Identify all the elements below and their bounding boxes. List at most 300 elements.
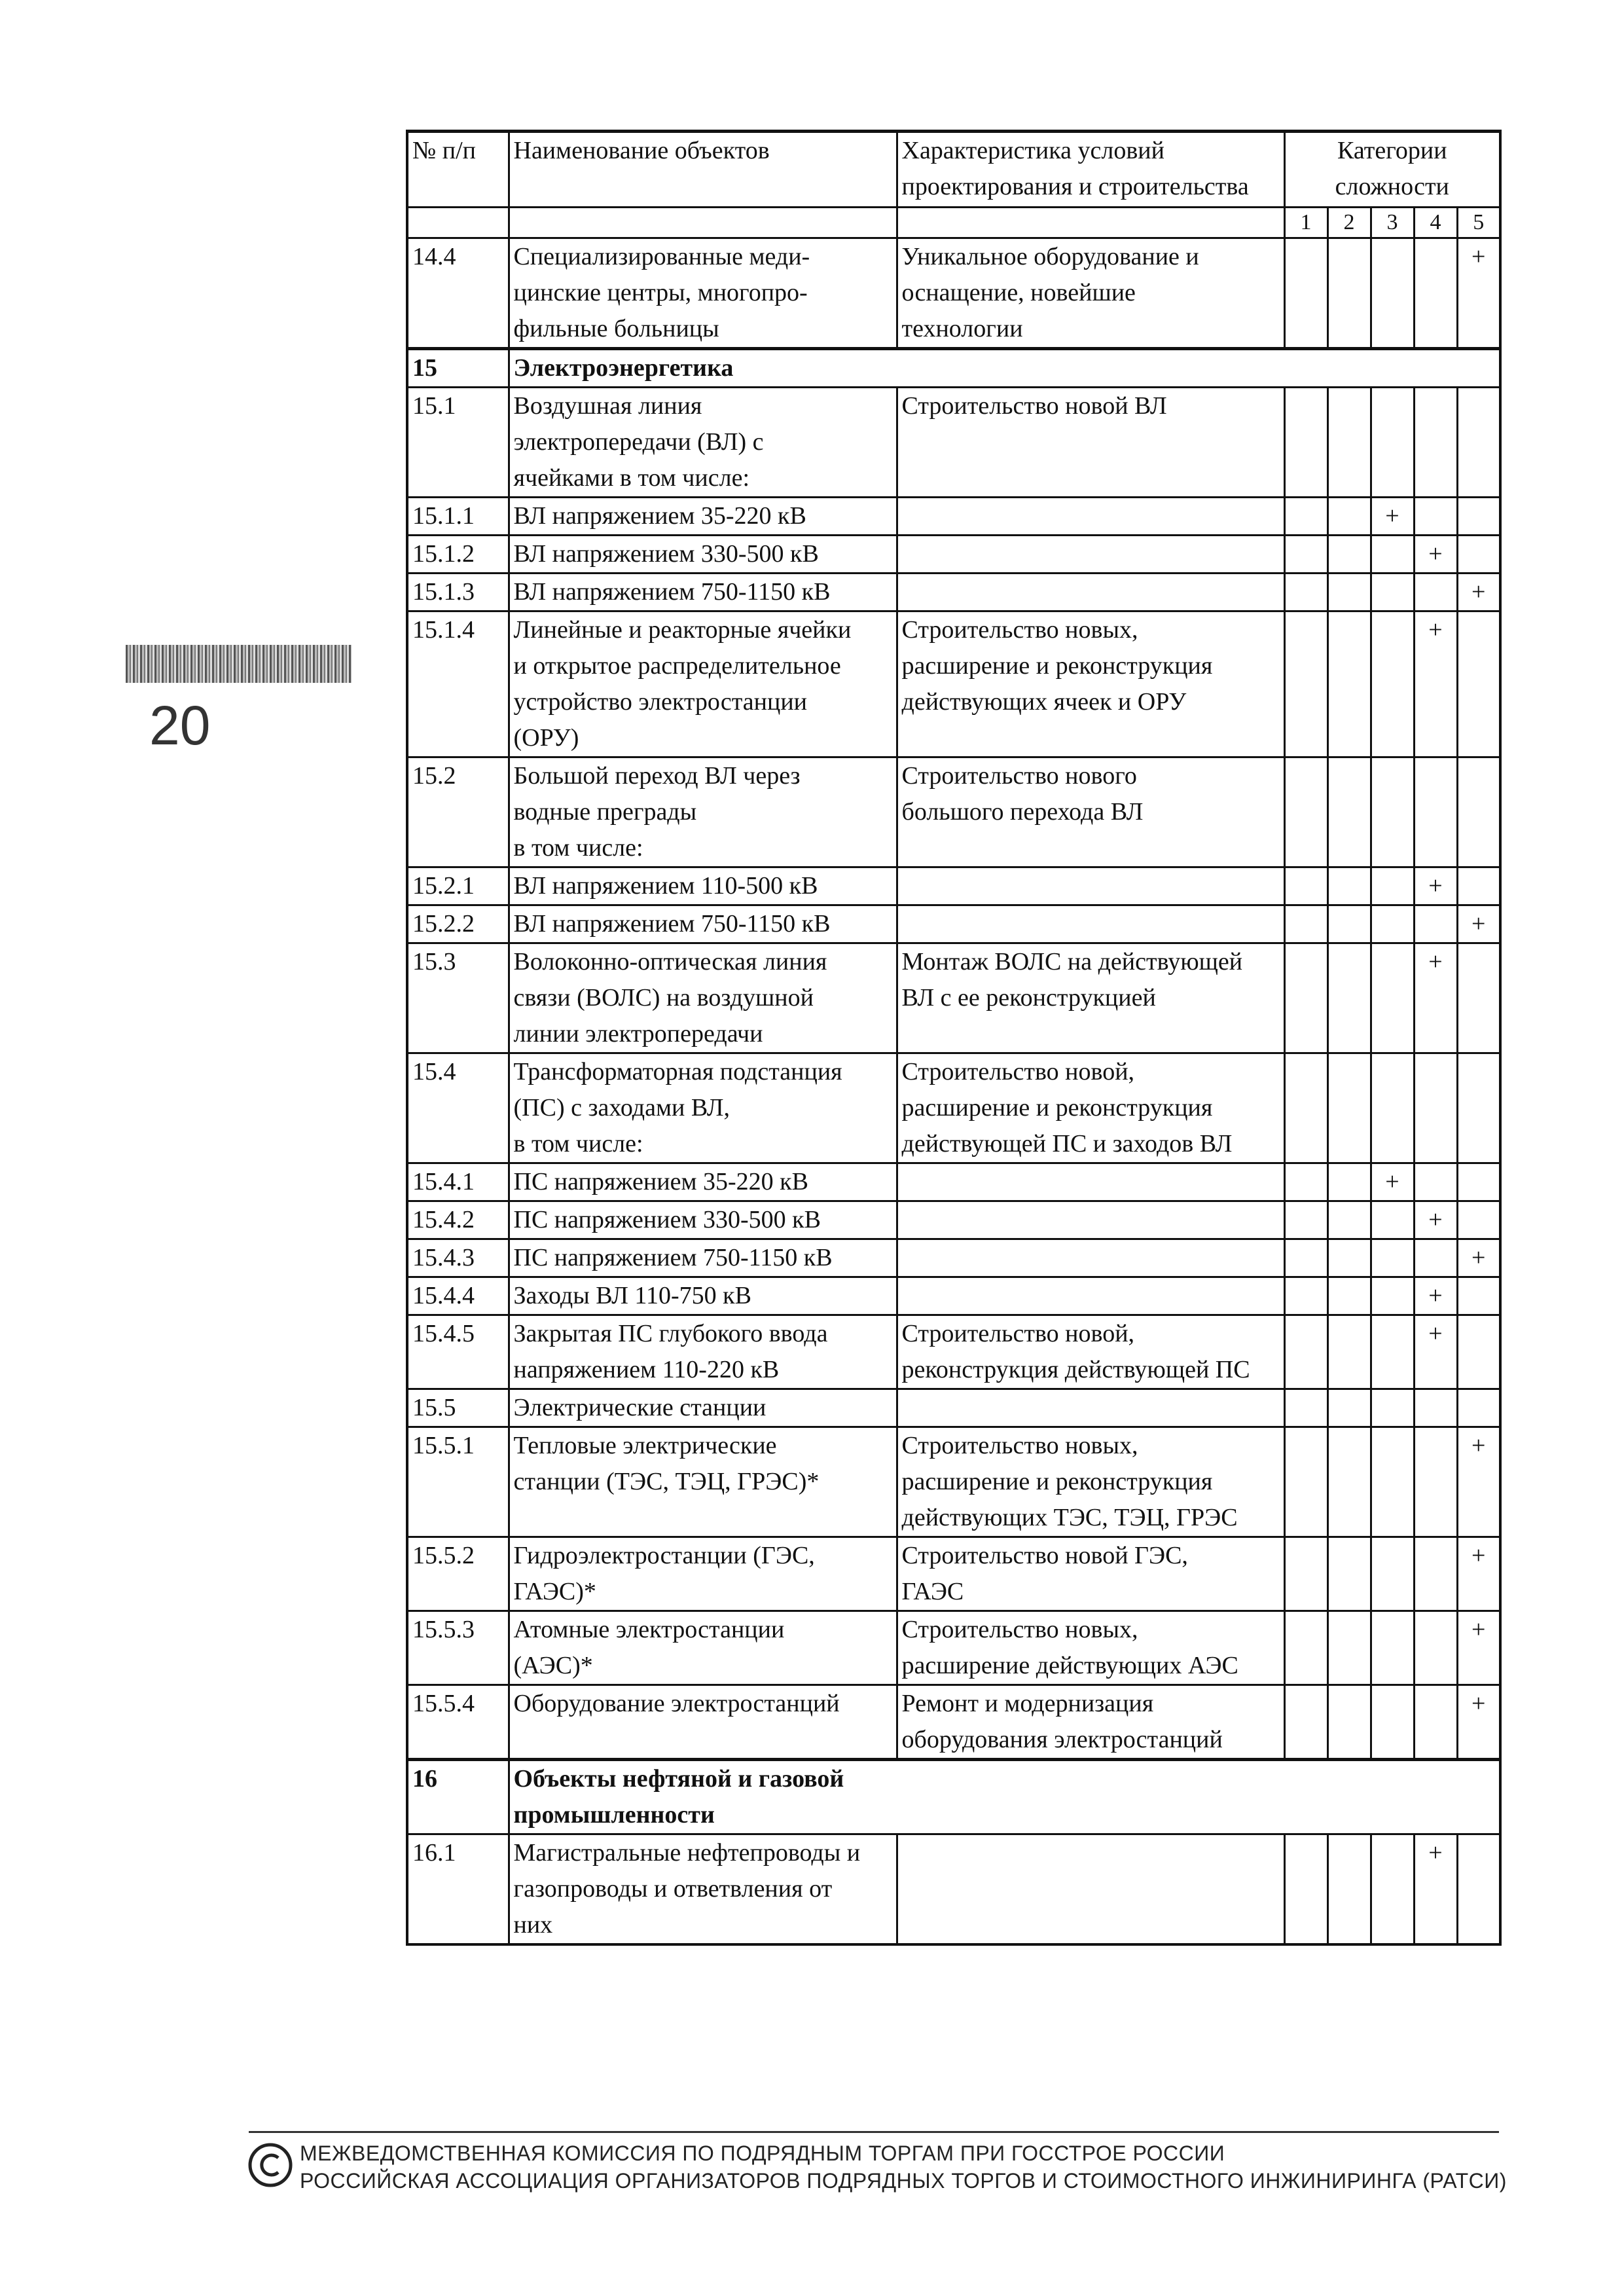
- row-number: 15.2.2: [407, 905, 509, 943]
- object-name-line: Закрытая ПС глубокого ввода: [513, 1320, 828, 1347]
- category-cell: [1284, 1834, 1327, 1945]
- object-name-line: Магистральные нефтепроводы и: [513, 1839, 861, 1867]
- conditions-line: Строительство новых,: [901, 1616, 1138, 1643]
- table-row: [407, 1611, 1500, 1685]
- row-number: 15.4.5: [407, 1315, 509, 1389]
- category-cell: [1327, 388, 1371, 498]
- conditions-line: действующей ПС и заходов ВЛ: [901, 1130, 1233, 1157]
- row-number: 15.5.3: [407, 1611, 509, 1685]
- object-name: [509, 905, 897, 943]
- object-name-line: связи (ВОЛС) на воздушной: [513, 984, 814, 1011]
- header-num: № п/п: [407, 132, 509, 208]
- table-row: [407, 238, 1500, 349]
- conditions-characteristic: [897, 1239, 1284, 1277]
- conditions-characteristic: [897, 1537, 1284, 1611]
- object-name-line: (ПС) с заходами ВЛ,: [513, 1094, 731, 1121]
- row-number: 15.1.4: [407, 611, 509, 757]
- table-row: [407, 1163, 1500, 1201]
- header-char-line: Характеристика условий: [901, 137, 1164, 164]
- object-name: [509, 1163, 897, 1201]
- conditions-line: действующих ТЭС, ТЭЦ, ГРЭС: [901, 1504, 1238, 1531]
- category-cell: +: [1414, 536, 1457, 574]
- category-cell: [1327, 943, 1371, 1053]
- object-name: [509, 943, 897, 1053]
- object-name: [509, 611, 897, 757]
- category-cell: +: [1457, 1537, 1500, 1611]
- table-row: [407, 1685, 1500, 1760]
- object-name-line: ВЛ напряжением 750-1150 кВ: [513, 578, 831, 606]
- object-name-line: в том числе:: [513, 834, 643, 862]
- row-number: 15.5.4: [407, 1685, 509, 1760]
- header-row: [407, 132, 1500, 208]
- conditions-characteristic: [897, 574, 1284, 611]
- object-name-line: станции (ТЭС, ТЭЦ, ГРЭС)*: [513, 1468, 820, 1495]
- category-cell: [1327, 1277, 1371, 1315]
- category-cell: +: [1414, 1201, 1457, 1239]
- conditions-line: действующих ячеек и ОРУ: [901, 688, 1187, 716]
- object-name-line: (ОРУ): [513, 724, 579, 752]
- conditions-characteristic: [897, 1053, 1284, 1163]
- object-name: [509, 238, 897, 349]
- table-row: [407, 1315, 1500, 1389]
- category-cell: [1371, 757, 1414, 867]
- header-blank: [509, 208, 897, 238]
- object-name: [509, 349, 1500, 388]
- row-number: 14.4: [407, 238, 509, 349]
- object-name-line: Волоконно-оптическая линия: [513, 948, 827, 975]
- category-cell: +: [1414, 1277, 1457, 1315]
- category-cell: +: [1457, 1427, 1500, 1537]
- category-cell: [1371, 1685, 1414, 1760]
- row-number: 15: [407, 349, 509, 388]
- category-cell: [1284, 905, 1327, 943]
- object-name: [509, 1611, 897, 1685]
- object-name: [509, 536, 897, 574]
- category-cell: [1457, 498, 1500, 536]
- header-cat-line: Категории: [1337, 137, 1447, 164]
- category-cell: [1327, 498, 1371, 536]
- conditions-characteristic: [897, 536, 1284, 574]
- object-name-line: Электроэнергетика: [513, 354, 734, 382]
- header-categories: [1284, 132, 1500, 208]
- conditions-characteristic: [897, 1315, 1284, 1389]
- row-number: 16.1: [407, 1834, 509, 1945]
- object-name-line: Электрические станции: [513, 1394, 767, 1421]
- category-cell: [1414, 1611, 1457, 1685]
- object-name-line: и открытое распределительное: [513, 652, 841, 680]
- conditions-characteristic: [897, 1277, 1284, 1315]
- category-cell: [1284, 498, 1327, 536]
- conditions-characteristic: [897, 1201, 1284, 1239]
- category-cell: [1457, 943, 1500, 1053]
- category-cell: [1457, 1389, 1500, 1427]
- category-cell: [1371, 905, 1414, 943]
- conditions-line: расширение и реконструкция: [901, 652, 1213, 680]
- category-number: 3: [1371, 208, 1414, 238]
- category-cell: [1284, 1277, 1327, 1315]
- object-name-line: ВЛ напряжением 35-220 кВ: [513, 502, 806, 530]
- table-row: [407, 1277, 1500, 1315]
- object-name-line: Гидроэлектростанции (ГЭС,: [513, 1542, 815, 1569]
- object-name-line: напряжением 110-220 кВ: [513, 1356, 780, 1383]
- row-number: 15.5.1: [407, 1427, 509, 1537]
- conditions-characteristic: [897, 238, 1284, 349]
- category-cell: [1327, 1053, 1371, 1163]
- category-cell: [1414, 1537, 1457, 1611]
- header-cat-line: сложности: [1335, 173, 1449, 200]
- object-name-line: газопроводы и ответвления от: [513, 1875, 833, 1903]
- category-cell: [1414, 1163, 1457, 1201]
- object-name-line: Большой переход ВЛ через: [513, 762, 801, 790]
- category-cell: [1457, 1834, 1500, 1945]
- row-number: 15.5: [407, 1389, 509, 1427]
- header-blank: [407, 208, 509, 238]
- object-name-line: водные преграды: [513, 798, 697, 826]
- object-name-line: Заходы ВЛ 110-750 кВ: [513, 1282, 751, 1309]
- object-name-line: фильные больницы: [513, 315, 719, 342]
- category-cell: [1284, 1389, 1327, 1427]
- category-cell: [1414, 1053, 1457, 1163]
- object-name-line: Объекты нефтяной и газовой: [513, 1765, 844, 1793]
- conditions-line: расширение действующих АЭС: [901, 1652, 1238, 1679]
- category-number: 4: [1414, 208, 1457, 238]
- category-cell: [1327, 1834, 1371, 1945]
- table-row: [407, 498, 1500, 536]
- table-container: [406, 130, 1499, 1946]
- conditions-line: Строительство новых,: [901, 1432, 1138, 1459]
- category-cell: [1371, 1389, 1414, 1427]
- conditions-line: Строительство новой,: [901, 1320, 1135, 1347]
- category-cell: [1414, 238, 1457, 349]
- category-cell: [1327, 1537, 1371, 1611]
- table-row: [407, 905, 1500, 943]
- category-cell: [1284, 1053, 1327, 1163]
- object-name-line: Тепловые электрические: [513, 1432, 777, 1459]
- table-row: [407, 574, 1500, 611]
- category-cell: [1414, 388, 1457, 498]
- conditions-characteristic: [897, 905, 1284, 943]
- row-number: 15.1.3: [407, 574, 509, 611]
- table-row: [407, 1537, 1500, 1611]
- conditions-line: Строительство новых,: [901, 616, 1138, 644]
- table-row: [407, 1389, 1500, 1427]
- category-cell: +: [1414, 1834, 1457, 1945]
- page-number: 20: [149, 695, 211, 756]
- conditions-characteristic: [897, 498, 1284, 536]
- table-row: [407, 1053, 1500, 1163]
- row-number: 15.1: [407, 388, 509, 498]
- object-name: [509, 757, 897, 867]
- decorative-bar: [126, 645, 352, 683]
- conditions-characteristic: [897, 1389, 1284, 1427]
- object-name: [509, 1834, 897, 1945]
- object-name: [509, 1277, 897, 1315]
- category-cell: [1284, 574, 1327, 611]
- category-cell: [1327, 757, 1371, 867]
- object-name: [509, 1389, 897, 1427]
- category-cell: [1284, 238, 1327, 349]
- row-number: 15.4.4: [407, 1277, 509, 1315]
- header-blank: [897, 208, 1284, 238]
- conditions-characteristic: [897, 1611, 1284, 1685]
- conditions-characteristic: [897, 1427, 1284, 1537]
- table-row: [407, 388, 1500, 498]
- section-row: [407, 1760, 1500, 1834]
- category-cell: [1457, 1201, 1500, 1239]
- category-cell: [1371, 867, 1414, 905]
- object-name-line: ПС напряжением 35-220 кВ: [513, 1168, 808, 1195]
- category-cell: [1327, 1389, 1371, 1427]
- row-number: 15.1.1: [407, 498, 509, 536]
- object-name-line: устройство электростанции: [513, 688, 808, 716]
- category-cell: [1284, 1611, 1327, 1685]
- section-row: [407, 349, 1500, 388]
- category-cell: [1457, 1277, 1500, 1315]
- category-cell: [1457, 757, 1500, 867]
- object-name: [509, 1760, 1500, 1834]
- conditions-characteristic: [897, 757, 1284, 867]
- conditions-line: Строительство новой ГЭС,: [901, 1542, 1188, 1569]
- row-number: 15.4.3: [407, 1239, 509, 1277]
- category-cell: [1327, 1427, 1371, 1537]
- object-name: [509, 1053, 897, 1163]
- category-cell: +: [1414, 867, 1457, 905]
- category-cell: +: [1457, 1685, 1500, 1760]
- object-name-line: Специализированные меди-: [513, 243, 810, 270]
- object-name-line: линии электропередачи: [513, 1020, 763, 1048]
- object-name-line: Оборудование электростанций: [513, 1690, 840, 1717]
- category-cell: +: [1414, 1315, 1457, 1389]
- conditions-line: Ремонт и модернизация: [901, 1690, 1154, 1717]
- category-cell: [1284, 1163, 1327, 1201]
- category-cell: [1327, 536, 1371, 574]
- category-cell: [1327, 574, 1371, 611]
- conditions-line: Строительство новой,: [901, 1058, 1135, 1085]
- category-cell: [1327, 1685, 1371, 1760]
- conditions-line: оборудования электростанций: [901, 1726, 1223, 1753]
- object-name-line: ВЛ напряжением 110-500 кВ: [513, 872, 818, 900]
- footer-text: [300, 2140, 1507, 2195]
- category-cell: [1457, 1053, 1500, 1163]
- row-number: 15.2.1: [407, 867, 509, 905]
- category-cell: [1371, 1315, 1414, 1389]
- category-cell: [1327, 1611, 1371, 1685]
- category-cell: [1457, 1315, 1500, 1389]
- conditions-line: Монтаж ВОЛС на действующей: [901, 948, 1243, 975]
- object-name: [509, 1685, 897, 1760]
- row-number: 15.3: [407, 943, 509, 1053]
- category-cell: [1371, 1427, 1414, 1537]
- conditions-characteristic: [897, 867, 1284, 905]
- table-row: [407, 757, 1500, 867]
- object-name-line: ГАЭС)*: [513, 1578, 596, 1605]
- row-number: 15.4.1: [407, 1163, 509, 1201]
- conditions-line: большого перехода ВЛ: [901, 798, 1144, 826]
- category-cell: [1371, 1239, 1414, 1277]
- category-cell: [1284, 1315, 1327, 1389]
- header-characteristic: [897, 132, 1284, 208]
- conditions-line: Строительство нового: [901, 762, 1137, 790]
- category-cell: [1284, 388, 1327, 498]
- category-cell: [1457, 867, 1500, 905]
- conditions-line: оснащение, новейшие: [901, 279, 1136, 306]
- conditions-characteristic: [897, 1163, 1284, 1201]
- category-cell: [1414, 757, 1457, 867]
- category-cell: [1371, 574, 1414, 611]
- object-name: [509, 1201, 897, 1239]
- row-number: 16: [407, 1760, 509, 1834]
- category-cell: [1327, 1239, 1371, 1277]
- category-cell: [1327, 1163, 1371, 1201]
- object-name: [509, 498, 897, 536]
- footer-divider: [249, 2131, 1499, 2133]
- conditions-characteristic: [897, 943, 1284, 1053]
- object-name-line: ВЛ напряжением 330-500 кВ: [513, 540, 819, 568]
- object-name: [509, 1315, 897, 1389]
- category-cell: [1327, 1315, 1371, 1389]
- category-cell: [1371, 1277, 1414, 1315]
- category-cell: [1414, 498, 1457, 536]
- category-cell: [1414, 905, 1457, 943]
- category-cell: [1327, 238, 1371, 349]
- category-cell: +: [1457, 1239, 1500, 1277]
- category-cell: [1284, 757, 1327, 867]
- conditions-line: расширение и реконструкция: [901, 1094, 1213, 1121]
- table-row: [407, 611, 1500, 757]
- conditions-line: технологии: [901, 315, 1023, 342]
- object-name: [509, 1427, 897, 1537]
- category-cell: [1457, 1163, 1500, 1201]
- category-cell: [1414, 1427, 1457, 1537]
- table-row: [407, 943, 1500, 1053]
- object-name-line: ПС напряжением 750-1150 кВ: [513, 1244, 833, 1271]
- header-numbers-row: [407, 208, 1500, 238]
- object-name: [509, 574, 897, 611]
- category-cell: [1284, 1427, 1327, 1537]
- category-cell: +: [1414, 611, 1457, 757]
- category-cell: +: [1414, 943, 1457, 1053]
- category-cell: [1414, 1685, 1457, 1760]
- conditions-line: расширение и реконструкция: [901, 1468, 1213, 1495]
- category-cell: [1284, 943, 1327, 1053]
- complexity-table: [406, 130, 1502, 1946]
- conditions-characteristic: [897, 388, 1284, 498]
- table-row: [407, 867, 1500, 905]
- conditions-line: Строительство новой ВЛ: [901, 392, 1167, 420]
- category-cell: +: [1371, 498, 1414, 536]
- object-name-line: цинские центры, многопро-: [513, 279, 808, 306]
- table-row: [407, 1239, 1500, 1277]
- object-name: [509, 1537, 897, 1611]
- conditions-line: реконструкция действующей ПС: [901, 1356, 1250, 1383]
- conditions-characteristic: [897, 1834, 1284, 1945]
- category-cell: +: [1457, 238, 1500, 349]
- row-number: 15.5.2: [407, 1537, 509, 1611]
- category-cell: [1284, 867, 1327, 905]
- category-cell: [1414, 1389, 1457, 1427]
- category-cell: +: [1371, 1163, 1414, 1201]
- category-cell: [1371, 1053, 1414, 1163]
- category-cell: +: [1457, 574, 1500, 611]
- category-cell: [1371, 238, 1414, 349]
- object-name-line: них: [513, 1911, 553, 1939]
- category-cell: [1327, 867, 1371, 905]
- row-number: 15.1.2: [407, 536, 509, 574]
- object-name: [509, 388, 897, 498]
- conditions-characteristic: [897, 1685, 1284, 1760]
- category-cell: [1457, 388, 1500, 498]
- category-cell: [1284, 1239, 1327, 1277]
- category-cell: [1284, 1685, 1327, 1760]
- category-cell: [1371, 1834, 1414, 1945]
- object-name-line: промышленности: [513, 1801, 715, 1829]
- copyright-icon: [247, 2142, 293, 2188]
- header-name: Наименование объектов: [509, 132, 897, 208]
- object-name: [509, 1239, 897, 1277]
- row-number: 15.2: [407, 757, 509, 867]
- object-name-line: (АЭС)*: [513, 1652, 593, 1679]
- conditions-line: ВЛ с ее реконструкцией: [901, 984, 1156, 1011]
- category-cell: [1371, 388, 1414, 498]
- header-char-line: проектирования и строительства: [901, 173, 1249, 200]
- category-cell: [1371, 536, 1414, 574]
- category-cell: [1284, 1537, 1327, 1611]
- category-cell: [1327, 611, 1371, 757]
- table-row: [407, 1834, 1500, 1945]
- object-name-line: ячейками в том числе:: [513, 464, 749, 492]
- category-cell: [1284, 536, 1327, 574]
- category-cell: [1371, 1611, 1414, 1685]
- category-cell: [1327, 1201, 1371, 1239]
- category-cell: [1327, 905, 1371, 943]
- row-number: 15.4: [407, 1053, 509, 1163]
- object-name: [509, 867, 897, 905]
- object-name-line: Воздушная линия: [513, 392, 702, 420]
- category-cell: +: [1457, 1611, 1500, 1685]
- category-cell: [1457, 611, 1500, 757]
- conditions-characteristic: [897, 611, 1284, 757]
- table-row: [407, 1427, 1500, 1537]
- footer-line: РОССИЙСКАЯ АССОЦИАЦИЯ ОРГАНИЗАТОРОВ ПОДРЯДНЫХ ТОРГОВ И СТОИМОСТНОГО ИНЖИНИРИНГА (РАТСИ): [300, 2169, 1507, 2193]
- object-name-line: в том числе:: [513, 1130, 643, 1157]
- object-name-line: Линейные и реакторные ячейки: [513, 616, 852, 644]
- table-row: [407, 1201, 1500, 1239]
- category-number: 5: [1457, 208, 1500, 238]
- category-cell: [1284, 611, 1327, 757]
- conditions-line: ГАЭС: [901, 1578, 964, 1605]
- category-cell: [1414, 574, 1457, 611]
- category-cell: [1371, 611, 1414, 757]
- category-number: 1: [1284, 208, 1327, 238]
- object-name-line: ПС напряжением 330-500 кВ: [513, 1206, 821, 1233]
- object-name-line: ВЛ напряжением 750-1150 кВ: [513, 910, 831, 938]
- category-cell: [1371, 1537, 1414, 1611]
- conditions-line: Уникальное оборудование и: [901, 243, 1199, 270]
- object-name-line: Атомные электростанции: [513, 1616, 785, 1643]
- category-cell: [1284, 1201, 1327, 1239]
- object-name-line: электропередачи (ВЛ) с: [513, 428, 764, 456]
- category-cell: [1371, 943, 1414, 1053]
- table-row: [407, 536, 1500, 574]
- category-cell: [1414, 1239, 1457, 1277]
- object-name-line: Трансформаторная подстанция: [513, 1058, 842, 1085]
- row-number: 15.4.2: [407, 1201, 509, 1239]
- category-cell: +: [1457, 905, 1500, 943]
- category-cell: [1371, 1201, 1414, 1239]
- footer-line: МЕЖВЕДОМСТВЕННАЯ КОМИССИЯ ПО ПОДРЯДНЫМ ТОРГАМ ПРИ ГОССТРОЕ РОССИИ: [300, 2141, 1225, 2165]
- category-number: 2: [1327, 208, 1371, 238]
- category-cell: [1457, 536, 1500, 574]
